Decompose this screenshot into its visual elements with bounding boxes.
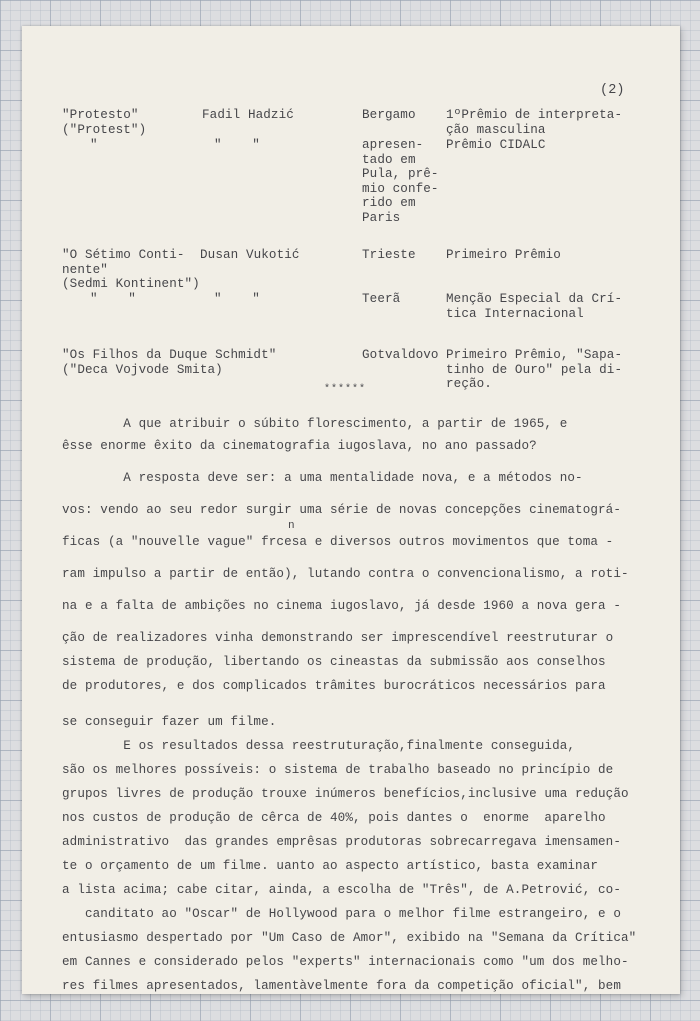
award: Prêmio CIDALC xyxy=(446,138,546,152)
text-line: se conseguir fazer um filme. xyxy=(62,715,277,729)
ditto-mark: " " xyxy=(214,138,260,152)
text-line: em Cannes e considerado pelos "experts" internacionais como "um dos melho- xyxy=(62,955,629,969)
text-line: nos custos de produção de cêrca de 40%, pois dantes o enorme aparelho xyxy=(62,811,606,825)
festival: Teerã xyxy=(362,292,401,306)
text-line: ram impulso a partir de então), lutando contra o convencionalismo, a roti- xyxy=(62,567,629,581)
director: Dusan Vukotić xyxy=(200,248,300,262)
text-line: E os resultados dessa reestruturação,finalmente conseguida, xyxy=(62,739,576,753)
document-page xyxy=(22,26,680,994)
festival: Trieste xyxy=(362,248,416,262)
text-line: a lista acima; cabe citar, ainda, a escolha de "Três", de A.Petrović, co- xyxy=(62,883,621,897)
award: 1ºPrêmio de interpreta- ção masculina xyxy=(446,108,623,137)
text-line: na e a falta de ambições no cinema iugoslavo, já desde 1960 a nova gera - xyxy=(62,599,621,613)
page-number: (2) xyxy=(600,83,625,98)
text-line: ficas (a "nouvelle vague" frcesa e diversos outros movimentos que toma - xyxy=(62,535,614,549)
ditto-mark: " " xyxy=(90,292,136,306)
text-line: êsse enorme êxito da cinematografia iugoslava, no ano passado? xyxy=(62,439,537,453)
text-line: A resposta deve ser: a uma mentalidade nova, e a métodos no- xyxy=(62,471,583,485)
festival: Bergamo xyxy=(362,108,416,122)
festival: apresen- tado em Pula, prê- mio confe- rido em Paris xyxy=(362,138,439,225)
award: Menção Especial da Crí- tica Internacional xyxy=(446,292,623,321)
typed-correction: n xyxy=(288,520,295,532)
text-line: administrativo das grandes emprêsas produtoras sobrecarregava imensamen- xyxy=(62,835,621,849)
text-line: ção de realizadores vinha demonstrando ser imprescendível reestruturar o xyxy=(62,631,614,645)
film-title: "O Sétimo Conti- nente" (Sedmi Kontinent") xyxy=(62,248,200,291)
text-line: sistema de produção, libertando os cineastas da submissão aos conselhos xyxy=(62,655,606,669)
text-line: te o orçamento de um filme. uanto ao aspecto artístico, basta examinar xyxy=(62,859,599,873)
section-separator: ****** xyxy=(324,384,367,395)
award: Primeiro Prêmio, "Sapa- tinho de Ouro" pela di- reção. xyxy=(446,348,623,391)
text-line: de produtores, e dos complicados trâmites burocráticos necessários para xyxy=(62,679,606,693)
award: Primeiro Prêmio xyxy=(446,248,561,262)
ditto-mark: " " xyxy=(214,292,260,306)
ditto-mark: " xyxy=(90,138,98,152)
film-title: "Protesto" ("Protest") xyxy=(62,108,147,137)
director: Fadil Hadzić xyxy=(202,108,294,122)
festival: Gotvaldovo xyxy=(362,348,439,362)
text-line: A que atribuir o súbito florescimento, a partir de 1965, e xyxy=(62,417,568,431)
text-line: vos: vendo ao seu redor surgir uma série de novas concepções cinematográ- xyxy=(62,503,621,517)
text-line: grupos livres de produção trouxe inúmeros benefícios,inclusive uma redução xyxy=(62,787,629,801)
film-title: "Os Filhos da Duque Schmidt" ("Deca Vojvode Smita) xyxy=(62,348,277,377)
text-line: são os melhores possíveis: o sistema de trabalho baseado no princípio de xyxy=(62,763,614,777)
text-line: res filmes apresentados, lamentàvelmente fora da competição oficial", bem xyxy=(62,979,621,993)
text-line: canditato ao "Oscar" de Hollywood para o melhor filme estrangeiro, e o xyxy=(62,907,621,921)
text-line: entusiasmo despertado por "Um Caso de Amor", exibido na "Semana da Crítica" xyxy=(62,931,637,945)
